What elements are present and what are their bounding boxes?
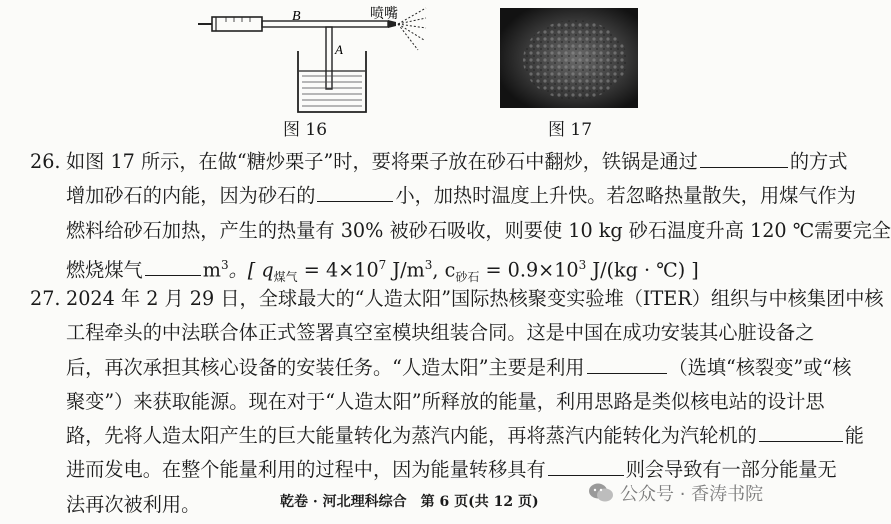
answer-blank[interactable]: [548, 474, 624, 476]
figure-17-caption: 图 17: [548, 120, 593, 140]
question-number: 27.: [30, 287, 61, 310]
wechat-icon: [588, 482, 614, 504]
figure-17-photo: [500, 8, 638, 108]
figure-16-apparatus: [198, 6, 428, 116]
answer-blank[interactable]: [700, 166, 788, 168]
answer-blank[interactable]: [759, 440, 843, 442]
answer-blank[interactable]: [145, 274, 201, 276]
answer-blank[interactable]: [587, 372, 667, 374]
figure-16-caption: 图 16: [283, 120, 328, 140]
watermark: [588, 480, 763, 506]
page-footer: 乾卷 · 河北理科综合 第 6 页(共 12 页): [280, 494, 539, 510]
label-b: B: [292, 9, 301, 24]
watermark-text: 公众号 · 香涛书院: [620, 484, 764, 505]
answer-blank[interactable]: [317, 200, 393, 202]
label-nozzle: 喷嘴: [370, 6, 398, 22]
label-a: A: [335, 42, 343, 57]
question-26: 26. 如图 17 所示，在做“糖炒栗子”时，要将栗子放在砂石中翻炒，铁锅是通过 的方式 增加砂石的内能，因为砂石的 小，加热时温度上升快。若忽略热量散失，用煤气作为 燃料给砂石加热，产生的热量有 30% 被砂石吸收，则要使 10 kg 砂石温度升高 120 ℃需要完全 燃烧煤气 $m^3$。[ $q_{煤气} = 4\times 10^7$ $J/m^3$, $c_{砂石} = 0.9\times 10^3$ J/(kg · ℃) ]: [30, 145, 815, 282]
question-27: 27. 2024 年 2 月 29 日，全球最大的“人造太阳”国际热核聚变实验堆（ITER）组织与中核集团中核 工程牵头的中法联合体正式签署真空室模块组装合同。这是中国在成功安装其心脏设备之 后，再次承担其核心设备的安装任务。“人造太阳”主要是利用 （选填“核裂变”或“核 聚变”）来获取能源。现在对于“人造太阳”所释放的能量，利用思路是类似核电站的设计思 路，先将人造太阳产生的巨大能量转化为蒸汽内能，再将蒸汽内能转化为汽轮机的 能 进而发电。在整个能量利用的过程中，因为能量转移具有 则会导致有一部分能量无 法再次被利用。: [30, 282, 815, 522]
question-number: 26.: [30, 150, 61, 173]
